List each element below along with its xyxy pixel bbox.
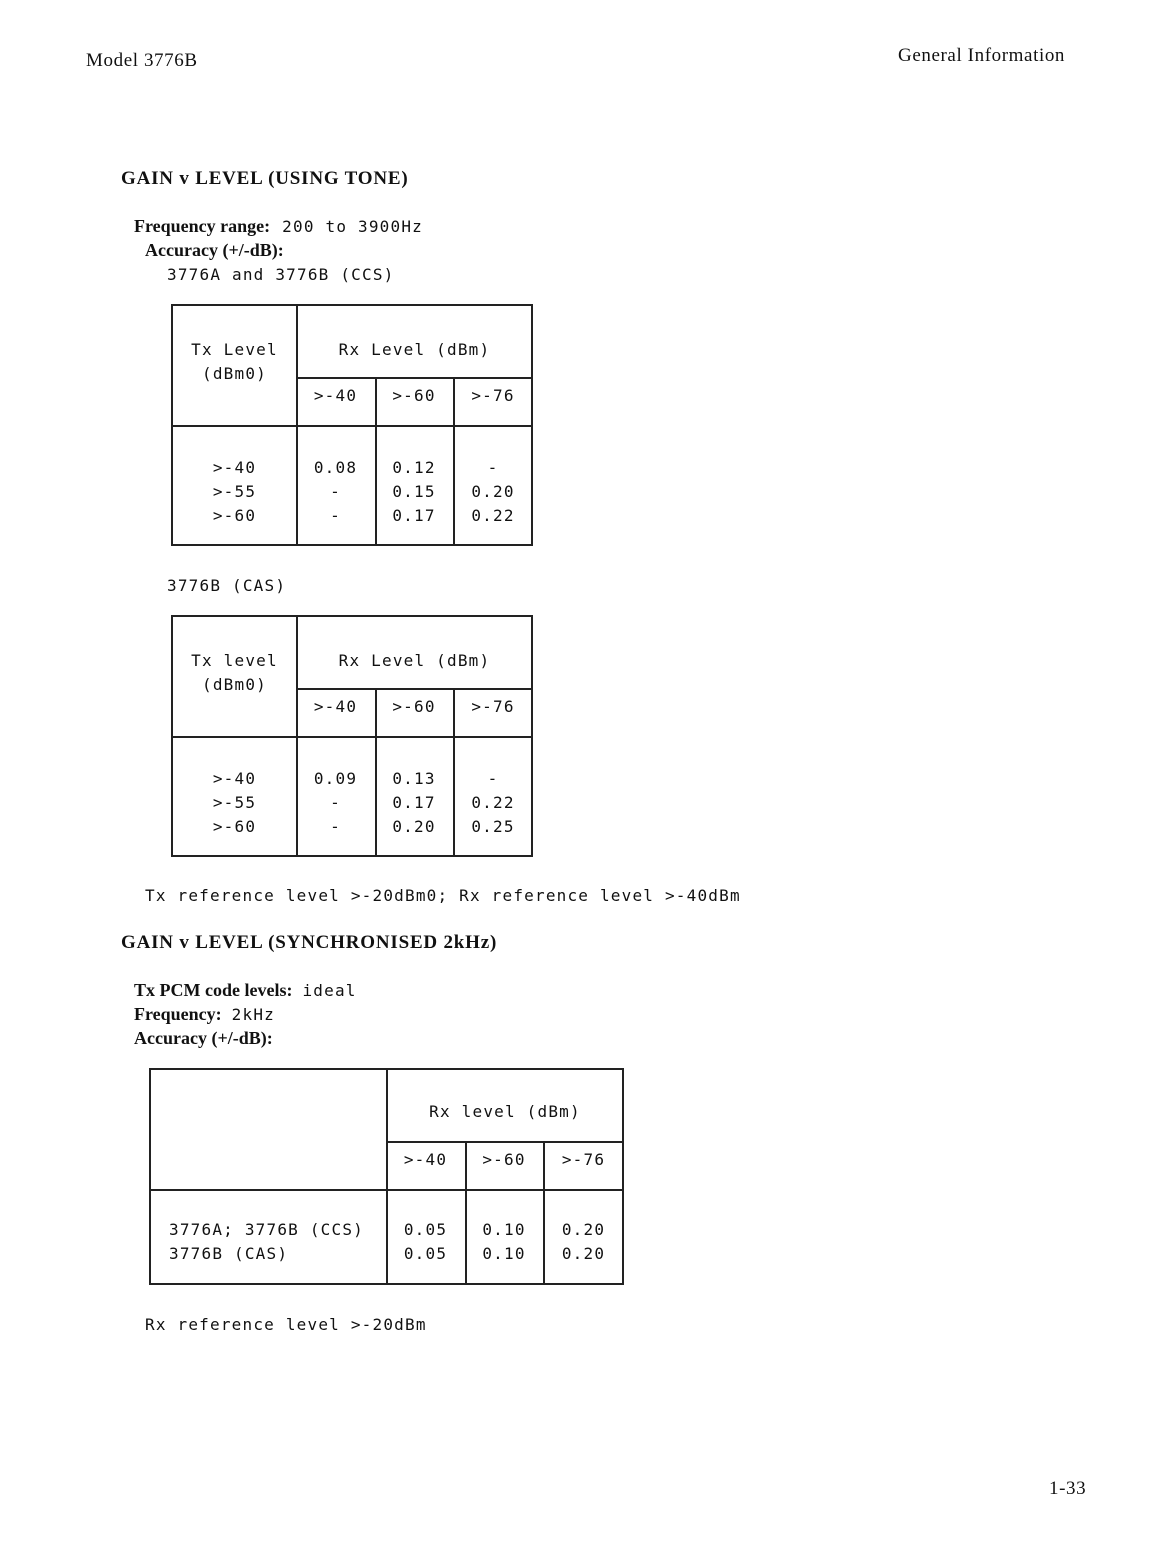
- page-number: 1-33: [1049, 1478, 1087, 1499]
- table-cell: 0.05: [403, 1220, 448, 1239]
- table-cell: 0.20: [561, 1244, 606, 1263]
- tx-row-label: >-40: [212, 458, 257, 477]
- frequency-range-label: Frequency range:: [134, 216, 271, 236]
- section1-heading: GAIN v LEVEL (USING TONE): [121, 168, 409, 189]
- table-cell: -: [330, 506, 341, 525]
- tx-row-label: >-40: [212, 769, 257, 788]
- frequency-line: [134, 1004, 275, 1025]
- table-cell: 0.09: [313, 769, 358, 788]
- table-cell: -: [330, 793, 341, 812]
- table-cell: -: [330, 817, 341, 836]
- tx-level-unit: (dBm0): [202, 364, 267, 383]
- accuracy-table-synchronised: [149, 1068, 624, 1285]
- tx-row-label: >-55: [212, 482, 257, 501]
- reference-note-1: Tx reference level >-20dBm0; Rx reference level >-40dBm: [145, 886, 741, 905]
- rx-level-header: Rx Level (dBm): [338, 651, 491, 670]
- model-row-label: 3776A; 3776B (CCS): [169, 1220, 364, 1239]
- table-cell: -: [487, 769, 499, 788]
- table2-caption: 3776B (CAS): [167, 576, 287, 595]
- table-cell: 0.05: [403, 1244, 448, 1263]
- tx-row-label: >-55: [212, 793, 257, 812]
- table-cell: 0.20: [471, 482, 515, 501]
- table1-caption: 3776A and 3776B (CCS): [167, 265, 395, 284]
- rx-column-header: >-40: [313, 386, 358, 405]
- reference-note-2: Rx reference level >-20dBm: [145, 1315, 427, 1334]
- table-cell: 0.10: [482, 1220, 526, 1239]
- tx-row-label: >-60: [212, 817, 257, 836]
- table-cell: -: [330, 482, 341, 501]
- tx-level-header: Tx level: [191, 651, 278, 670]
- accuracy-table-ccs: [171, 304, 533, 546]
- pcm-code-levels-label: Tx PCM code levels:: [134, 980, 293, 1000]
- tx-level-unit: (dBm0): [202, 675, 267, 694]
- frequency-range-line: [134, 216, 423, 237]
- rx-column-header: >-40: [403, 1150, 448, 1169]
- rx-column-header: >-60: [482, 1150, 526, 1169]
- frequency-range-value: 200 to 3900Hz: [282, 217, 423, 236]
- rx-column-header: >-60: [392, 386, 436, 405]
- table-cell: -: [487, 458, 499, 477]
- pcm-code-levels-line: [134, 980, 357, 1001]
- table-cell: 0.22: [471, 793, 515, 812]
- table-cell: 0.17: [392, 793, 436, 812]
- table-cell: 0.25: [471, 817, 515, 836]
- accuracy-label-2: Accuracy (+/-dB):: [134, 1028, 273, 1048]
- rx-column-header: >-76: [471, 697, 515, 716]
- pcm-code-levels-value: ideal: [302, 981, 357, 1000]
- rx-column-header: >-76: [561, 1150, 606, 1169]
- section-title: General Information: [898, 45, 1066, 66]
- table-cell: 0.17: [392, 506, 436, 525]
- model-label: Model 3776B: [86, 50, 198, 71]
- table-cell: 0.08: [313, 458, 358, 477]
- rx-level-header: Rx Level (dBm): [338, 340, 491, 359]
- table-cell: 0.15: [392, 482, 436, 501]
- accuracy-table-cas: [171, 615, 533, 857]
- section2-heading: GAIN v LEVEL (SYNCHRONISED 2kHz): [121, 932, 498, 953]
- tx-row-label: >-60: [212, 506, 257, 525]
- table-cell: 0.10: [482, 1244, 526, 1263]
- table-cell: 0.13: [392, 769, 436, 788]
- table-cell: 0.20: [392, 817, 436, 836]
- rx-column-header: >-40: [313, 697, 358, 716]
- tx-level-header: Tx Level: [191, 340, 278, 359]
- table-cell: 0.12: [392, 458, 436, 477]
- model-row-label: 3776B (CAS): [169, 1244, 289, 1263]
- rx-level-header: Rx level (dBm): [429, 1102, 581, 1121]
- accuracy-label-1: Accuracy (+/-dB):: [145, 240, 284, 260]
- frequency-label: Frequency:: [134, 1004, 222, 1024]
- rx-column-header: >-76: [471, 386, 515, 405]
- rx-column-header: >-60: [392, 697, 436, 716]
- table-cell: 0.22: [471, 506, 515, 525]
- table-cell: 0.20: [561, 1220, 606, 1239]
- frequency-value: 2kHz: [231, 1005, 275, 1024]
